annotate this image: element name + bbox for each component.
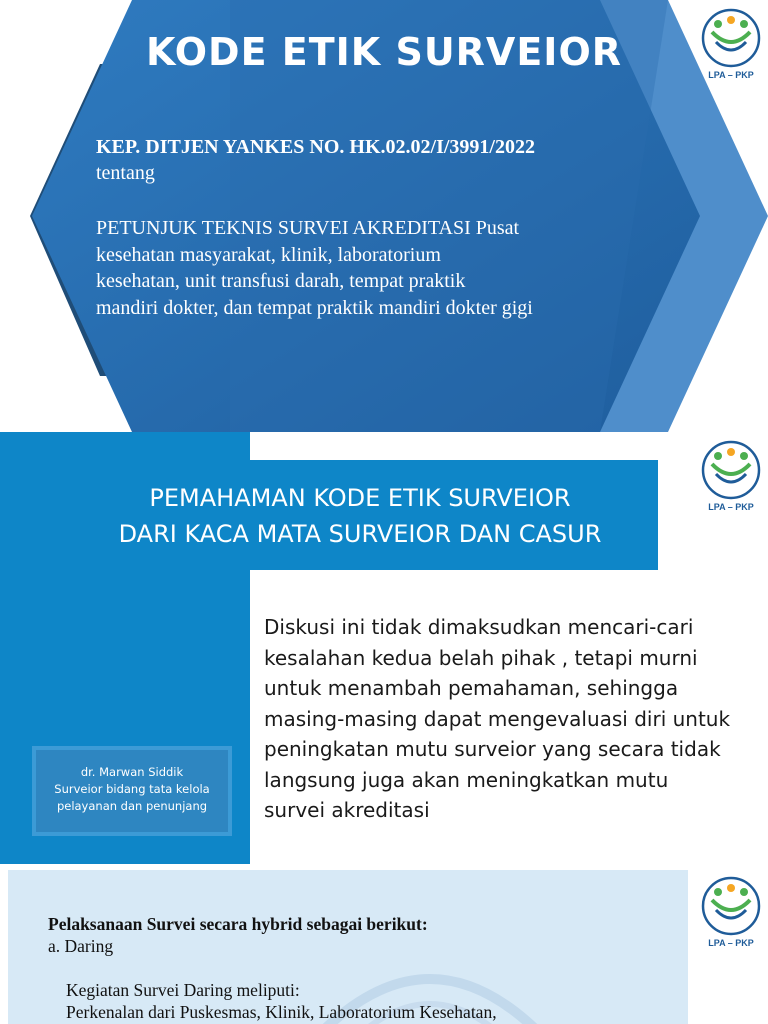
hybrid-survey-text <box>48 913 497 1023</box>
presenter-line: pelayanan dan penunjang <box>56 799 208 813</box>
slide-2 <box>0 432 768 864</box>
decree-subject-line: kesehatan, unit transfusi darah, tempat praktik <box>96 270 466 292</box>
paragraph-line: survei akreditasi <box>264 798 430 822</box>
section-heading: Pelaksanaan Survei secara hybrid sebagai berikut: <box>48 914 428 934</box>
presenter-line: dr. Marwan Siddik <box>80 765 184 779</box>
slide-title: KODE ETIK SURVEIOR <box>145 30 623 74</box>
paragraph-line: masing-masing dapat mengevaluasi diri untuk <box>264 706 731 731</box>
decree-subject-line: kesehatan masyarakat, klinik, laboratorium <box>96 243 441 266</box>
title-line: PEMAHAMAN KODE ETIK SURVEIOR <box>149 484 571 512</box>
people-emblem-icon <box>698 876 764 936</box>
lpa-pkp-logo <box>698 440 764 512</box>
slide-title <box>82 480 638 552</box>
decree-subject-line: mandiri dokter, dan tempat praktik mandiri dokter gigi <box>96 296 533 319</box>
paragraph-line: Diskusi ini tidak dimaksudkan mencari-cari <box>264 615 694 639</box>
logo-label: LPA – PKP <box>708 502 754 512</box>
decree-subject <box>96 215 736 321</box>
paragraph-line: untuk menambah pemahaman, sehingga <box>264 676 679 700</box>
sub-heading: Kegiatan Survei Daring meliputi: <box>66 980 300 1000</box>
slide-3 <box>0 864 768 1024</box>
list-item: a. Daring <box>48 936 114 956</box>
decree-number: KEP. DITJEN YANKES NO. HK.02.02/I/3991/2022 <box>96 136 535 158</box>
spacer <box>48 957 497 979</box>
presenter-info <box>32 764 232 815</box>
paragraph-line: kesalahan kedua belah pihak , tetapi murni <box>264 645 698 670</box>
logo-label: LPA – PKP <box>708 938 754 948</box>
decree-subject-line: PETUNJUK TEKNIS SURVEI AKREDITASI Pusat <box>96 217 520 239</box>
presenter-line: Surveior bidang tata kelola <box>54 782 210 796</box>
slide-1 <box>0 0 768 432</box>
title-line: DARI KACA MATA SURVEIOR DAN CASUR <box>118 520 602 548</box>
discussion-paragraph <box>264 612 744 826</box>
lpa-pkp-logo <box>698 876 764 948</box>
people-emblem-icon <box>698 8 764 68</box>
logo-label: LPA – PKP <box>708 70 754 80</box>
sub-line: Perkenalan dari Puskesmas, Klinik, Laboratorium Kesehatan, <box>66 1002 497 1022</box>
lpa-pkp-logo <box>698 8 764 80</box>
paragraph-line: langsung juga akan meningkatkan mutu <box>264 767 669 792</box>
tentang-label: tentang <box>96 162 155 184</box>
people-emblem-icon <box>698 440 764 500</box>
paragraph-line: peningkatan mutu surveior yang secara tidak <box>264 737 721 761</box>
